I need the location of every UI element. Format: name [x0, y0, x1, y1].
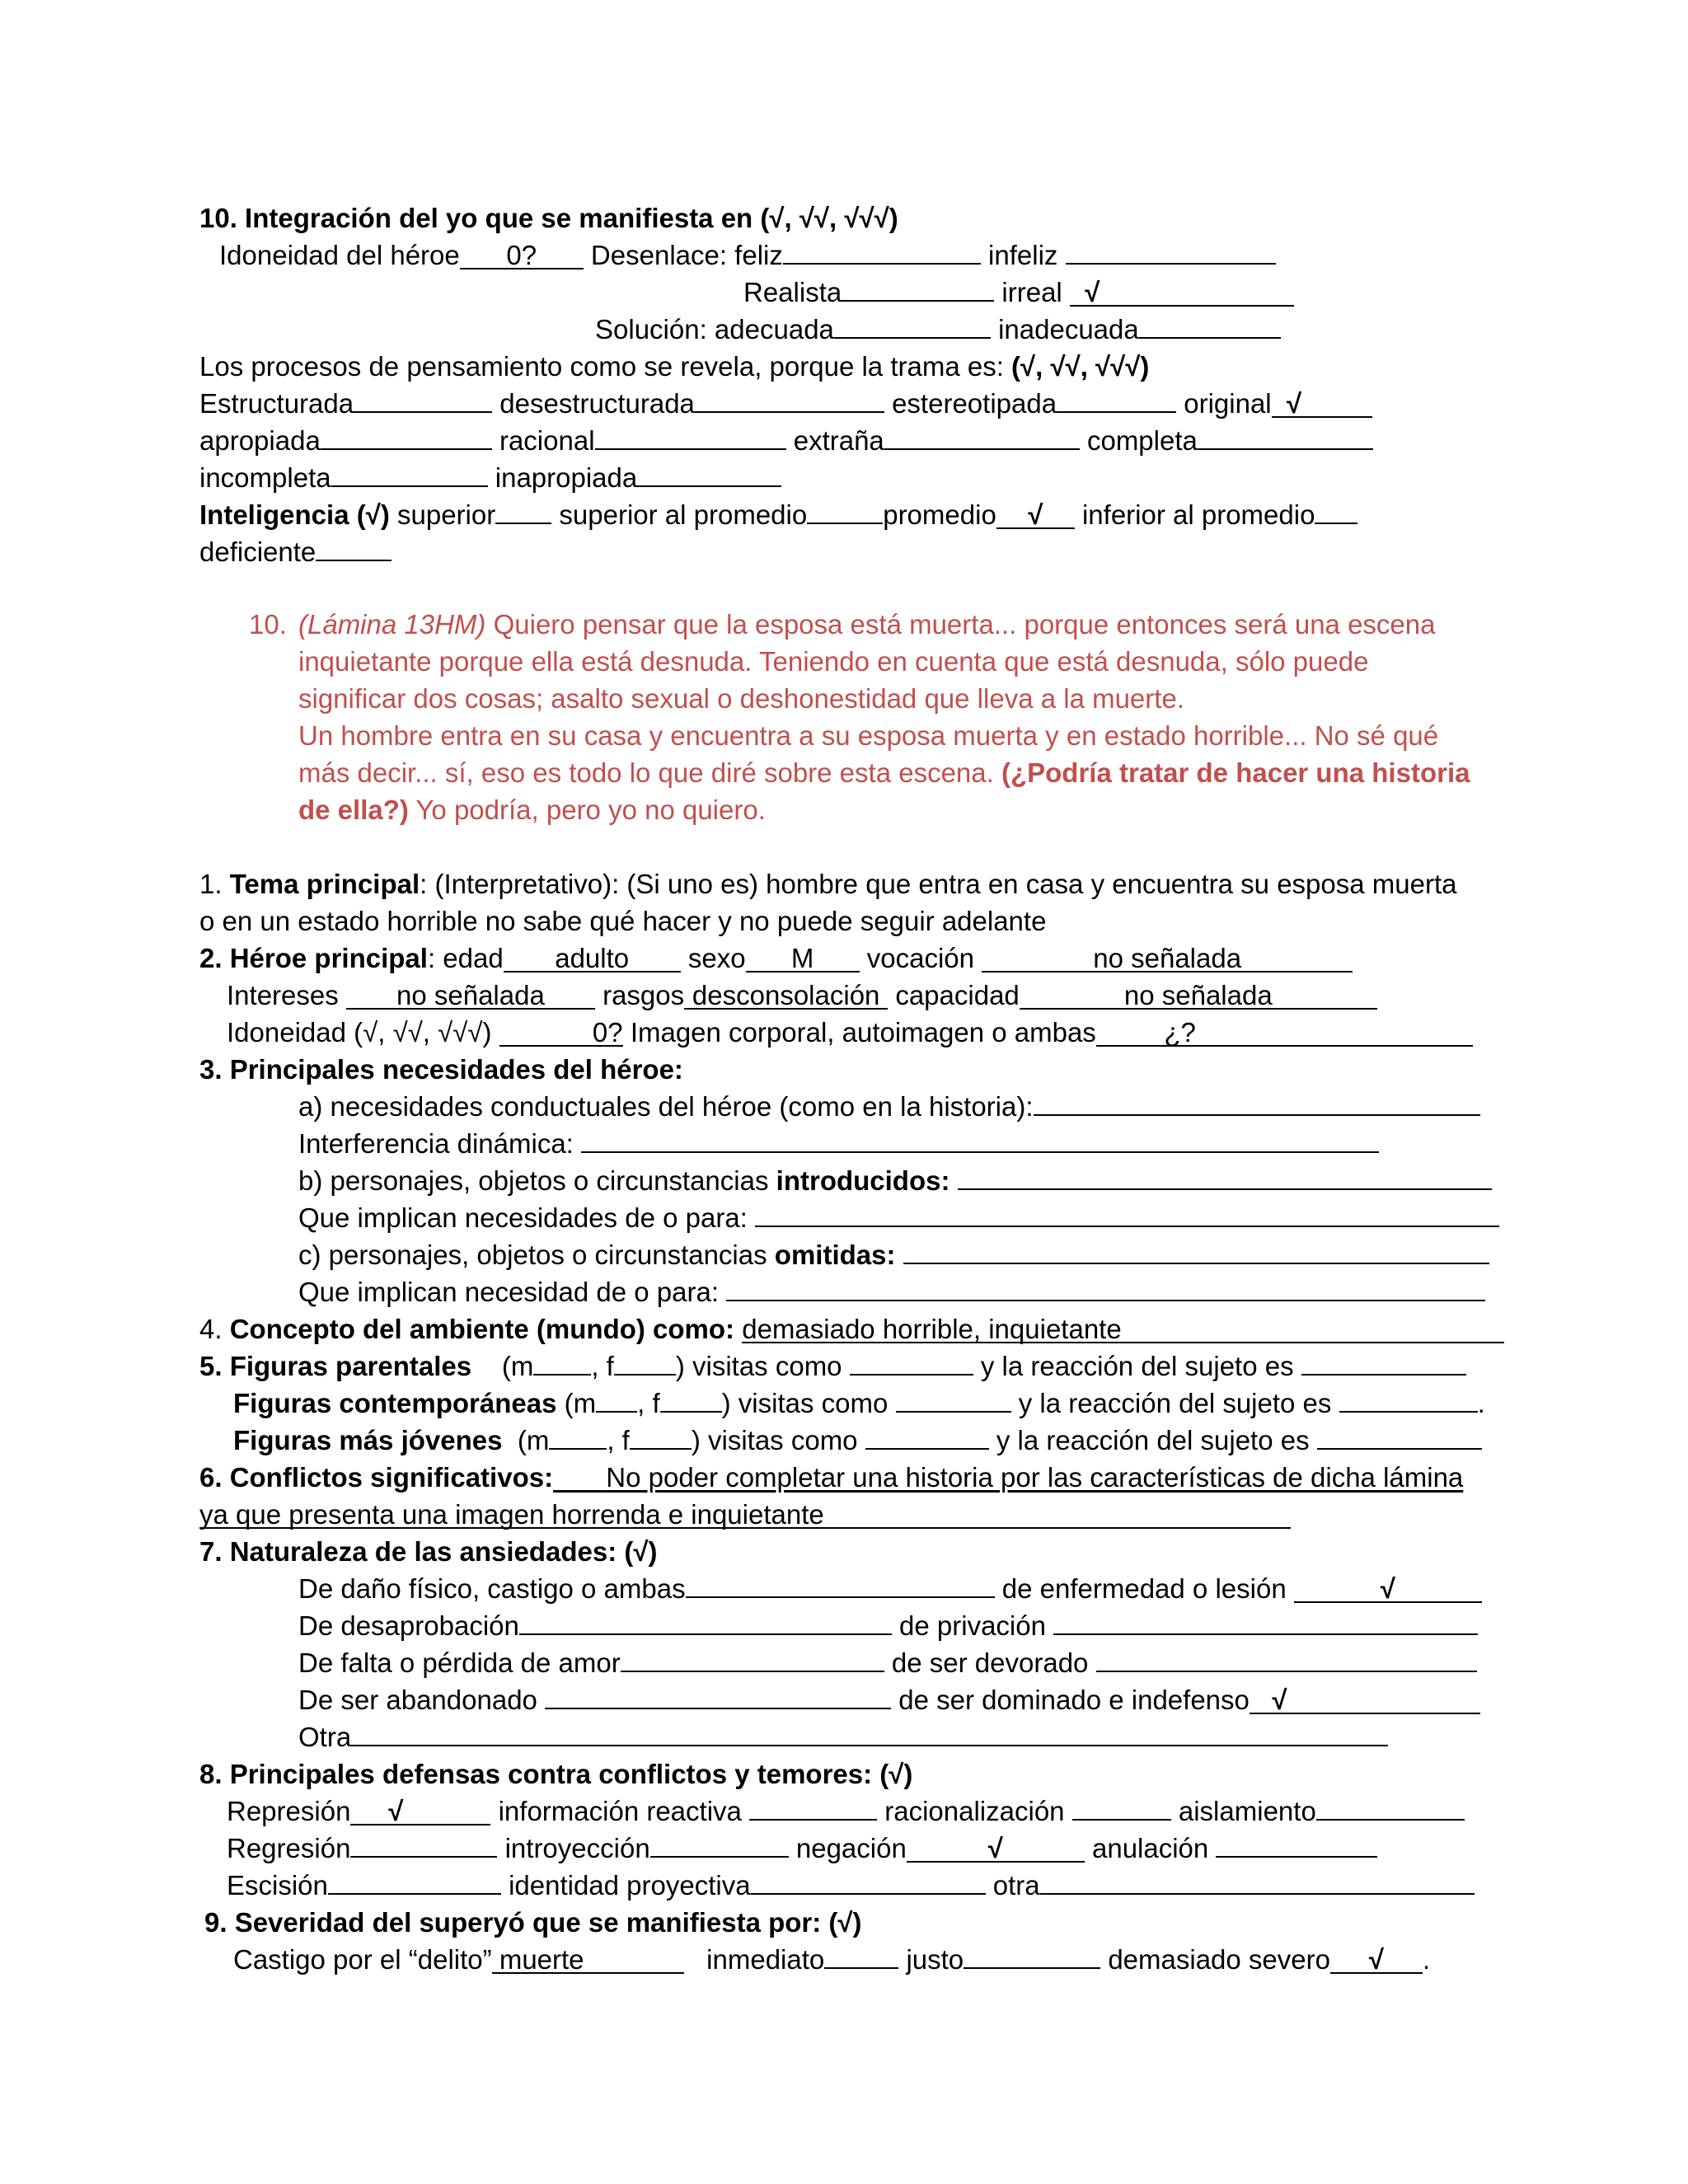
rasgos-label: rasgos — [603, 980, 685, 1010]
implican-necesidad-label: Que implican necesidad de o para: — [298, 1277, 719, 1307]
imagen-corporal-label: Imagen corporal, autoimagen o ambas — [630, 1017, 1096, 1047]
infeliz-field[interactable] — [1066, 238, 1276, 265]
irreal-check: √ — [1085, 277, 1100, 307]
interferencia-field[interactable] — [581, 1127, 1379, 1153]
idoneidad-heroe-field[interactable] — [499, 1017, 623, 1047]
severo-field[interactable] — [1330, 1944, 1423, 1975]
procesos-checks: (√, √√, √√√) — [1011, 351, 1150, 382]
parentales-m-field[interactable] — [533, 1349, 591, 1376]
aislamiento-label: aislamiento — [1178, 1796, 1316, 1826]
row-implican-2 — [298, 1274, 1485, 1310]
devorado-label: de ser devorado — [891, 1647, 1089, 1678]
omitidas-field[interactable] — [903, 1238, 1489, 1264]
privacion-field[interactable] — [1053, 1609, 1478, 1635]
parentales-visitas-label: ) visitas como — [675, 1351, 842, 1381]
row-regresion — [227, 1830, 1377, 1867]
parentales-reaccion-field[interactable] — [1301, 1349, 1466, 1376]
section-9-title: 9. Severidad del superyó que se manifiesta por: (√) — [204, 1907, 862, 1938]
introducidos-label: b) personajes, objetos o circunstancias — [298, 1165, 769, 1196]
justo-label: justo — [906, 1944, 964, 1975]
row-abandonado — [298, 1682, 1480, 1718]
realista-field[interactable] — [842, 275, 994, 302]
idoneidad-value: 0? — [506, 240, 537, 270]
jovenes-reaccion-field[interactable] — [1317, 1423, 1482, 1450]
negacion-field[interactable] — [907, 1833, 1085, 1863]
otra-ansiedad-field[interactable] — [351, 1720, 1388, 1746]
deficiente-field[interactable] — [316, 535, 392, 561]
racional-label: racional — [499, 425, 595, 456]
regresion-field[interactable] — [350, 1831, 497, 1858]
row-apropiada — [199, 423, 1373, 459]
castigo-value: muerte — [499, 1944, 584, 1975]
section-1-line-2: o en un estado horrible no sabe qué hacer y no puede seguir adelante — [199, 906, 1047, 936]
rasgos-field[interactable] — [684, 980, 888, 1010]
informacion-reactiva-field[interactable] — [749, 1794, 877, 1821]
interferencia-label: Interferencia dinámica: — [298, 1128, 574, 1159]
story-line-4: Un hombre entra en su casa y encuentra a su esposa muerta y en estado horrible... No sé qué — [298, 720, 1439, 751]
row-estructurada — [199, 386, 1372, 422]
conflictos-field-2[interactable] — [199, 1499, 1291, 1530]
represion-check: √ — [388, 1796, 404, 1826]
adecuada-field[interactable] — [834, 312, 991, 339]
sexo-field[interactable] — [746, 943, 860, 973]
capacidad-field[interactable] — [1020, 980, 1377, 1010]
concepto-ambiente-label: Concepto del ambiente (mundo) como: — [229, 1314, 735, 1344]
contemporaneas-visitas-field[interactable] — [896, 1386, 1011, 1413]
story-line-5 — [298, 755, 1470, 791]
promedio-label: promedio — [883, 499, 996, 530]
section-1-number: 1 — [199, 869, 215, 899]
concepto-ambiente-field[interactable] — [742, 1314, 1504, 1344]
row-figuras-contemporaneas — [233, 1385, 1485, 1422]
idoneidad-heroe-label: Idoneidad (√, √√, √√√) — [227, 1017, 492, 1047]
desaprobacion-label: De desaprobación — [298, 1610, 519, 1641]
feliz-field[interactable] — [783, 238, 981, 265]
parentales-visitas-field[interactable] — [850, 1349, 973, 1376]
introducidos-bold: introducidos: — [776, 1165, 950, 1196]
omitidas-label: c) personajes, objetos o circunstancias — [298, 1240, 767, 1270]
escision-label: Escisión — [227, 1870, 328, 1900]
solucion-adecuada-label: Solución: adecuada — [595, 314, 834, 344]
jovenes-m-label: (m — [517, 1425, 550, 1455]
jovenes-visitas-label: ) visitas como — [691, 1425, 858, 1455]
informacion-reactiva-label: información reactiva — [498, 1796, 742, 1826]
deficiente-label: deficiente — [199, 537, 316, 567]
procesos-label: Los procesos de pensamiento como se revela, porque la trama es: — [199, 351, 1004, 382]
original-label: original — [1184, 388, 1272, 419]
story-lamina: (Lámina 13HM) — [298, 609, 486, 640]
contemporaneas-visitas-label: ) visitas como — [721, 1388, 889, 1418]
idoneidad-label: Idoneidad del héroe — [219, 240, 460, 270]
inapropiada-label: inapropiada — [495, 462, 638, 493]
represion-label: Represión — [227, 1796, 351, 1826]
inadecuada-field[interactable] — [1139, 312, 1281, 339]
superior-label: superior — [396, 499, 496, 530]
anulacion-field[interactable] — [1216, 1831, 1377, 1858]
omitidas-bold: omitidas: — [774, 1240, 896, 1270]
contemporaneas-m-label: (m — [564, 1388, 597, 1418]
parentales-f-label: , f — [591, 1351, 614, 1381]
figuras-jovenes-label: Figuras más jóvenes — [233, 1425, 503, 1455]
row-falta-amor — [298, 1645, 1477, 1681]
tema-principal-text-1: : (Interpretativo): (Si uno es) hombre que entra en casa y encuentra su esposa muerta — [420, 869, 1457, 899]
row-introducidos — [298, 1163, 1492, 1199]
estructurada-label: Estructurada — [199, 388, 354, 419]
story-text-6: Yo podría, pero yo no quiero. — [415, 794, 766, 825]
row-interferencia — [298, 1126, 1379, 1162]
section-6-row-2 — [199, 1497, 1291, 1533]
imagen-corporal-field[interactable] — [1096, 1017, 1473, 1047]
section-7-title: 7. Naturaleza de las ansiedades: (√) — [199, 1536, 658, 1567]
irreal-label: irreal — [1001, 277, 1062, 307]
edad-value: adulto — [555, 943, 630, 973]
otra-defensa-field[interactable] — [1040, 1868, 1475, 1895]
section-2-line-1: 2. Héroe principal: edad adulto sexo M vocación no señalada — [199, 940, 1353, 977]
completa-label: completa — [1086, 425, 1198, 456]
story-question-1: (¿Podría tratar de hacer una historia — [1001, 757, 1470, 788]
conflictos-value-2: ya que presenta una imagen horrenda e inquietante — [199, 1499, 824, 1530]
castigo-label: Castigo por el “delito” — [233, 1944, 492, 1975]
capacidad-value: no señalada — [1123, 980, 1273, 1010]
row-omitidas — [298, 1237, 1489, 1273]
severo-period: . — [1422, 1944, 1431, 1975]
jovenes-m-field[interactable] — [549, 1423, 607, 1450]
desestructurada-field[interactable] — [695, 387, 884, 413]
row-represion — [227, 1793, 1465, 1830]
racionalizacion-label: racionalización — [884, 1796, 1065, 1826]
section-4-row — [199, 1311, 1504, 1347]
inmediato-field[interactable] — [824, 1943, 898, 1969]
infeliz-label: infeliz — [988, 240, 1058, 270]
enfermedad-field[interactable] — [1294, 1573, 1482, 1604]
sexo-label: sexo — [687, 943, 746, 973]
otra-ansiedad-label: Otra — [298, 1722, 352, 1752]
intereses-value: no señalada — [396, 980, 545, 1010]
tema-principal-label: Tema principal — [229, 869, 420, 899]
contemporaneas-m-field[interactable] — [596, 1386, 637, 1413]
severo-check: √ — [1368, 1944, 1385, 1975]
imagen-corporal-value: ¿? — [1164, 1017, 1196, 1047]
superior-field[interactable] — [495, 498, 551, 524]
section-2-line-2 — [227, 977, 1377, 1014]
intereses-label: Intereses — [227, 980, 339, 1010]
row-inteligencia — [199, 497, 1357, 533]
identidad-proyectiva-field[interactable] — [751, 1868, 986, 1895]
row-implican-1 — [298, 1200, 1499, 1236]
desenlace-feliz-label: Desenlace: feliz — [590, 240, 783, 270]
inferior-promedio-label: inferior al promedio — [1081, 499, 1315, 530]
section-4-number: 4. — [199, 1314, 223, 1344]
row-castigo — [233, 1942, 1430, 1978]
parentales-reaccion-label: y la reacción del sujeto es — [980, 1351, 1294, 1381]
necesidades-conductuales-field[interactable] — [1034, 1090, 1480, 1116]
estereotipada-field[interactable] — [1057, 387, 1176, 413]
rasgos-value: desconsolación — [692, 980, 880, 1010]
edad-label: : edad — [427, 943, 504, 973]
story-text-1: Quiero pensar que la esposa está muerta... porque entonces será una escena — [493, 609, 1436, 640]
story-text-5: más decir... sí, eso es todo lo que diré sobre esta escena. — [298, 757, 994, 788]
inteligencia-label: Inteligencia (√) — [199, 499, 390, 530]
concepto-ambiente-value: demasiado horrible, inquietante — [742, 1314, 1122, 1344]
regresion-label: Regresión — [227, 1833, 351, 1863]
contemporaneas-reaccion-field[interactable] — [1339, 1386, 1478, 1413]
dano-field[interactable] — [686, 1572, 995, 1598]
racionalizacion-field[interactable] — [1072, 1794, 1171, 1821]
contemporaneas-f-label: , f — [637, 1388, 660, 1418]
introyeccion-label: introyección — [504, 1833, 650, 1863]
row-desaprobacion — [298, 1608, 1478, 1644]
contemporaneas-reaccion-label: y la reacción del sujeto es — [1018, 1388, 1332, 1418]
justo-field[interactable] — [964, 1943, 1100, 1969]
vocacion-label: vocación — [866, 943, 974, 973]
racional-field[interactable] — [595, 424, 786, 450]
story-question-2: de ella?) — [298, 794, 409, 825]
section-8-title: 8. Principales defensas contra conflictos y temores: (√) — [199, 1759, 913, 1789]
sexo-value: M — [790, 943, 814, 973]
figuras-parentales-label: 5. Figuras parentales — [199, 1351, 472, 1381]
idoneidad-heroe-value: 0? — [592, 1017, 623, 1047]
apropiada-label: apropiada — [199, 425, 321, 456]
negacion-check: √ — [987, 1833, 1003, 1863]
abandonado-label: De ser abandonado — [298, 1685, 537, 1715]
conflictos-value-1-wrap[interactable] — [553, 1462, 1463, 1493]
abandonado-field[interactable] — [545, 1683, 891, 1709]
parentales-m-label: (m — [501, 1351, 534, 1381]
aislamiento-field[interactable] — [1316, 1794, 1465, 1821]
negacion-label: negación — [795, 1833, 907, 1863]
escision-field[interactable] — [328, 1868, 501, 1895]
section-6-row-1 — [199, 1460, 1463, 1496]
necesidades-conductuales-label: a) necesidades conductuales del héroe (como en la historia): — [298, 1091, 1034, 1122]
anulacion-label: anulación — [1091, 1833, 1209, 1863]
figuras-contemporaneas-label: Figuras contemporáneas — [233, 1388, 557, 1418]
superior-promedio-label: superior al promedio — [559, 499, 808, 530]
otra-defensa-label: otra — [992, 1870, 1040, 1900]
section-2-line-3 — [227, 1015, 1473, 1051]
vocacion-field[interactable] — [982, 943, 1353, 973]
story-line-6 — [298, 792, 766, 828]
jovenes-visitas-field[interactable] — [865, 1423, 989, 1450]
dominado-label: de ser dominado e indefenso — [898, 1685, 1250, 1715]
falta-amor-label: De falta o pérdida de amor — [298, 1647, 621, 1678]
extrana-label: extraña — [793, 425, 884, 456]
apropiada-field[interactable] — [321, 424, 492, 450]
row-otra-ansiedad — [298, 1719, 1388, 1755]
row-incompleta — [199, 460, 781, 496]
row-dano — [298, 1571, 1482, 1607]
edad-field[interactable] — [504, 943, 681, 973]
contemporaneas-f-field[interactable] — [660, 1386, 722, 1413]
incompleta-field[interactable] — [331, 461, 488, 487]
dominado-field[interactable] — [1250, 1685, 1480, 1715]
heroe-principal-label: Héroe principal — [229, 943, 428, 973]
capacidad-label: capacidad — [895, 980, 1020, 1010]
row-escision — [227, 1868, 1475, 1904]
row-idoneidad-desenlace — [219, 237, 1276, 274]
vocacion-value: no señalada — [1093, 943, 1242, 973]
severo-label: demasiado severo — [1108, 1944, 1330, 1975]
original-check: √ — [1286, 388, 1302, 419]
estructurada-field[interactable] — [354, 387, 492, 413]
enfermedad-label: de enfermedad o lesión — [1001, 1573, 1287, 1604]
jovenes-reaccion-label: y la reacción del sujeto es — [996, 1425, 1310, 1455]
row-figuras-jovenes — [233, 1422, 1482, 1459]
desaprobacion-field[interactable] — [519, 1609, 892, 1635]
intereses-field[interactable] — [346, 980, 595, 1010]
section-10-title: 10. Integración del yo que se manifiesta en (√, √√, √√√) — [199, 203, 898, 233]
dano-label: De daño físico, castigo o ambas — [298, 1573, 686, 1604]
dominado-check: √ — [1272, 1685, 1287, 1715]
row-procesos — [199, 349, 1149, 385]
row-figuras-parentales — [199, 1348, 1466, 1385]
estereotipada-label: estereotipada — [892, 388, 1057, 419]
conflictos-value-1: No poder completar una historia por las características de dicha lámina — [606, 1462, 1464, 1493]
row-realista — [743, 274, 1294, 311]
devorado-field[interactable] — [1096, 1646, 1477, 1672]
original-field[interactable] — [1272, 388, 1372, 419]
desestructurada-label: desestructurada — [499, 388, 695, 419]
identidad-proyectiva-label: identidad proyectiva — [509, 1870, 751, 1900]
row-deficiente — [199, 534, 392, 570]
superior-promedio-field[interactable] — [807, 498, 883, 524]
section-1-line-1: 1. Tema principal: (Interpretativo): (Si uno es) hombre que entra en casa y encuentra su esposa muerta — [199, 869, 1457, 899]
inapropiada-field[interactable] — [637, 461, 781, 487]
incompleta-label: incompleta — [199, 462, 331, 493]
story-line-3: significar dos cosas; asalto sexual o deshonestidad que lleva a la muerte. — [298, 683, 1184, 714]
promedio-check: √ — [1028, 499, 1043, 530]
jovenes-f-label: , f — [607, 1425, 630, 1455]
represion-field[interactable] — [350, 1796, 490, 1826]
implican-necesidades-label: Que implican necesidades de o para: — [298, 1202, 748, 1233]
extrana-field[interactable] — [884, 424, 1080, 450]
conflictos-label: 6. Conflictos significativos: — [199, 1462, 554, 1493]
contemporaneas-period: . — [1477, 1388, 1485, 1418]
section-3-title: 3. Principales necesidades del héroe: — [199, 1054, 683, 1085]
inadecuada-label: inadecuada — [998, 314, 1139, 344]
jovenes-f-field[interactable] — [630, 1423, 692, 1450]
story-line-1 — [298, 607, 1436, 643]
introducidos-field[interactable] — [958, 1164, 1492, 1190]
promedio-field[interactable] — [996, 499, 1075, 530]
implican-necesidades-field[interactable] — [755, 1201, 1499, 1227]
inferior-promedio-field[interactable] — [1315, 498, 1357, 524]
inmediato-label: inmediato — [706, 1944, 825, 1975]
implican-necesidad-field[interactable] — [726, 1275, 1485, 1301]
privacion-label: de privación — [899, 1610, 1046, 1641]
completa-field[interactable] — [1198, 424, 1373, 450]
castigo-field[interactable] — [492, 1944, 684, 1975]
idoneidad-field[interactable] — [460, 240, 584, 270]
realista-label: Realista — [743, 277, 842, 307]
row-solucion — [595, 312, 1281, 348]
introyeccion-field[interactable] — [650, 1831, 789, 1858]
story-line-2: inquietante porque ella está desnuda. Teniendo en cuenta que está desnuda, sólo puede — [298, 646, 1369, 677]
parentales-f-field[interactable] — [614, 1349, 676, 1376]
irreal-field[interactable] — [1070, 277, 1294, 307]
enfermedad-check: √ — [1380, 1573, 1395, 1604]
falta-amor-field[interactable] — [621, 1646, 884, 1672]
section-2-number: 2 — [199, 943, 215, 973]
story-number: 10. — [249, 609, 287, 640]
row-necesidades-conductuales — [298, 1089, 1480, 1125]
